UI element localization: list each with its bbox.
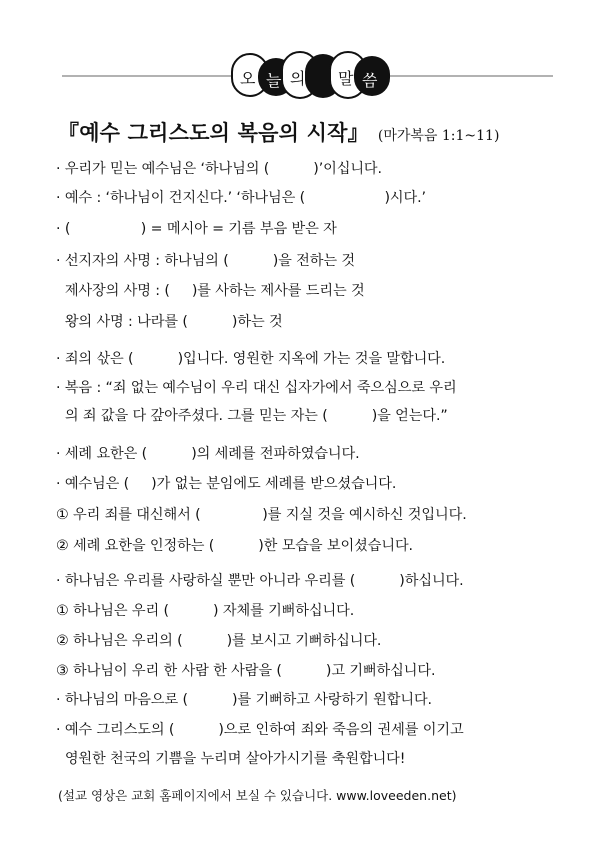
text-line-5: 제사장의 사명 : ( )를 사하는 제사를 드리는 것 xyxy=(56,283,365,299)
footer-note: (설교 영상은 교회 홈페이지에서 보실 수 있습니다. www.loveeden.net) xyxy=(58,788,457,803)
text-line-6: 왕의 사명 : 나라를 ( )하는 것 xyxy=(56,314,283,330)
text-line-19: · 예수 그리스도의 ( )으로 인하여 죄와 죽음의 권세를 이기고 xyxy=(56,722,464,738)
text-line-14: · 하나님은 우리를 사랑하실 뿐만 아니라 우리를 ( )하십니다. xyxy=(56,573,464,589)
text-line-10: · 세례 요한은 ( )의 세례를 전파하였습니다. xyxy=(56,446,360,462)
title-reference: (마가복음 1:1~11) xyxy=(377,128,500,144)
text-line-3: · ( ) = 메시아 = 기름 부음 받은 자 xyxy=(56,221,337,237)
text-line-16: ② 하나님은 우리의 ( )를 보시고 기뻐하십니다. xyxy=(56,633,382,649)
text-line-18: · 하나님의 마음으로 ( )를 기뻐하고 사랑하기 원합니다. xyxy=(56,692,432,708)
header-char-1: 오 xyxy=(240,69,256,88)
sermon-title xyxy=(58,117,499,147)
header-char-3: 의 xyxy=(290,69,306,88)
header-char-2: 늘 xyxy=(266,71,282,90)
text-line-7: · 죄의 삯은 ( )입니다. 영원한 지옥에 가는 것을 말합니다. xyxy=(56,351,446,367)
text-line-8: · 복음 : “죄 없는 예수님이 우리 대신 십자가에서 죽으심으로 우리 xyxy=(56,380,457,396)
text-line-1: · 우리가 믿는 예수님은 ‘하나님의 ( )’이십니다. xyxy=(56,161,382,177)
text-line-13: ② 세례 요한을 인정하는 ( )한 모습을 보이셨습니다. xyxy=(56,538,413,554)
text-line-20: 영원한 천국의 기쁨을 누리며 살아가시기를 축원합니다! xyxy=(56,751,406,767)
text-line-4: · 선지자의 사명 : 하나님의 ( )을 전하는 것 xyxy=(56,253,356,269)
text-line-11: · 예수님은 ( )가 없는 분임에도 세례를 받으셨습니다. xyxy=(56,476,397,492)
text-line-12: ① 우리 죄를 대신해서 ( )를 지실 것을 예시하신 것입니다. xyxy=(56,507,467,523)
text-line-9: 의 죄 값을 다 갚아주셨다. 그를 믿는 자는 ( )을 얻는다.” xyxy=(56,408,448,424)
text-line-17: ③ 하나님이 우리 한 사람 한 사람을 ( )고 기뻐하십니다. xyxy=(56,663,436,679)
header-char-4: 말 xyxy=(338,69,354,88)
title-main: 『예수 그리스도의 복음의 시작』 xyxy=(58,120,369,145)
text-line-2: · 예수 : ‘하나님이 건지신다.’ ‘하나님은 ( )시다.’ xyxy=(56,190,426,206)
header-char-5: 씀 xyxy=(362,71,378,90)
header-banner xyxy=(0,40,600,110)
text-line-15: ① 하나님은 우리 ( ) 자체를 기뻐하십니다. xyxy=(56,603,355,619)
